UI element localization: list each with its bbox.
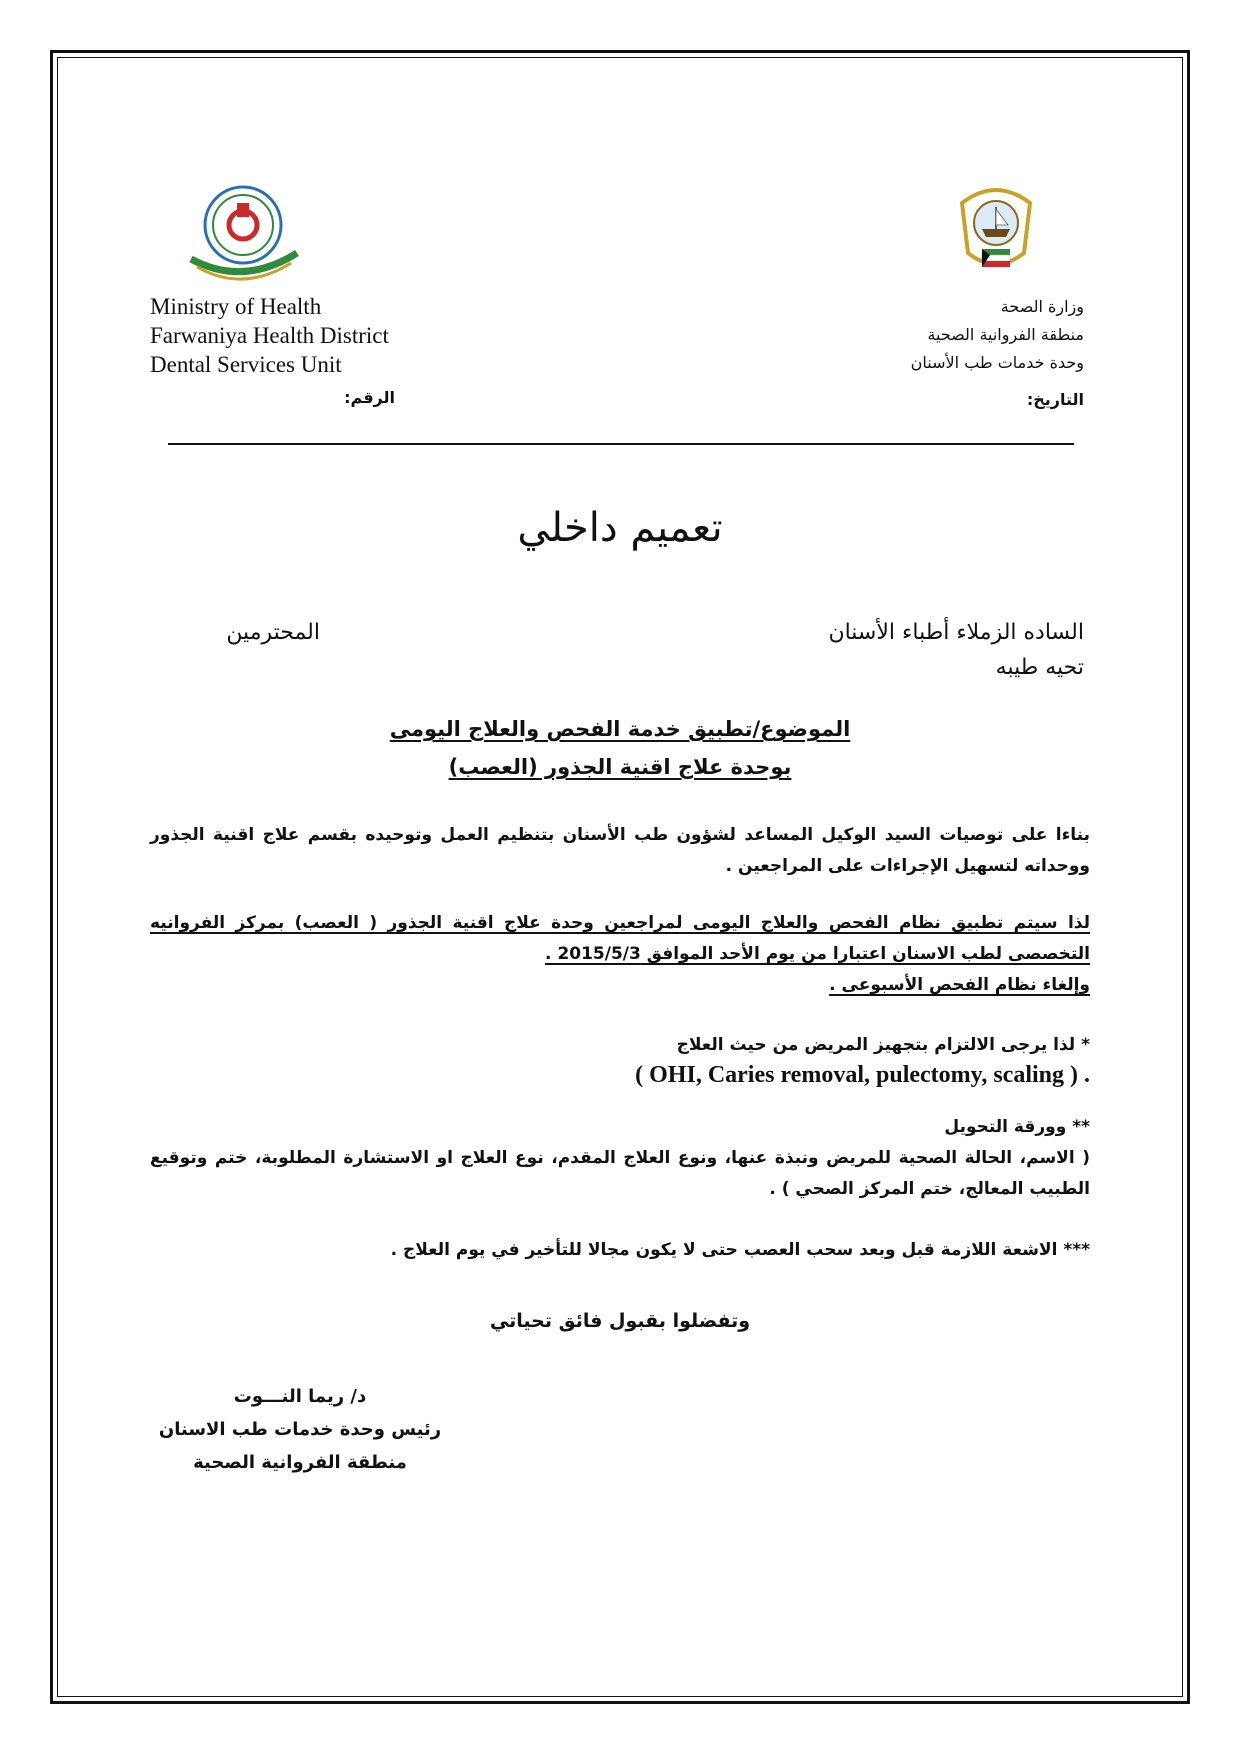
bullet-1-english-wrapper (150, 1060, 1090, 1093)
bullet-1: * لذا يرجى الالتزام بتجهيز المريض من حيث العلاج (676, 1035, 1090, 1055)
body-paragraph-2 (150, 908, 1090, 1001)
salutation: تحيه طيبه (995, 655, 1084, 680)
signature-district: منطقة الفروانية الصحية (193, 1452, 407, 1473)
header-en-district: Farwaniya Health District (150, 323, 389, 348)
bullet-3: *** الاشعة اللازمة قبل وبعد سحب العصب حتى لا يكون مجالا للتأخير في يوم العلاج . (390, 1240, 1090, 1260)
bullet-2-text: ( الاسم، الحالة الصحية للمريض ونبذة عنها، ونوع العلاج المقدم، نوع العلاج او الاستشارة المطلوبة، ختم وتوقيع الطبيب المعالج، ختم المركز الصحي ) . (150, 1148, 1090, 1199)
farwaniya-health-district-logo (183, 183, 301, 283)
bullet-1-english: . ( OHI, Caries removal, pulectomy, scaling ) (635, 1062, 1090, 1088)
honorific: المحترمين (226, 620, 320, 645)
number-label: الرقم: (344, 388, 395, 407)
header-ar-ministry: وزارة الصحة (1000, 297, 1084, 316)
bullet-2-title: ** وورقة التحويل (944, 1117, 1090, 1137)
header-divider (168, 443, 1074, 445)
header-en-unit: Dental Services Unit (150, 352, 342, 377)
addressee: الساده الزملاء أطباء الأسنان (828, 620, 1084, 645)
signature-position: رئيس وحدة خدمات طب الاسنان (158, 1419, 442, 1440)
header-ar-district: منطقة الفروانية الصحية (927, 325, 1084, 344)
header-en-ministry: Ministry of Health (150, 294, 322, 319)
kuwait-state-emblem (952, 183, 1040, 287)
subject-line-2: بوحدة علاج اقنية الجذور (العصب) (448, 755, 792, 779)
body-paragraph-1: بناءا على توصيات السيد الوكيل المساعد لشؤون طب الأسنان بتنظيم العمل وتوحيده بقسم علاج اقنية الجذور ووحداته لتسهيل الإجراءات على المراجعين . (150, 825, 1090, 876)
subject (150, 710, 1090, 786)
body-paragraph-2-cancel: وإلغاء نظام الفحص الأسبوعى . (829, 975, 1090, 995)
signature-block (120, 1380, 480, 1479)
signature-name: د/ ريما النـــوت (233, 1386, 367, 1407)
date-label: التاريخ: (1026, 390, 1084, 409)
subject-line-1: الموضوع/تطبيق خدمة الفحص والعلاج اليومى (389, 717, 851, 741)
body-paragraph-2-text: لذا سيتم تطبيق نظام الفحص والعلاج اليومى لمراجعين وحدة علاج اقنية الجذور ( العصب) بمركز الفروانيه التخصصى لطب الاسنان اعتبارا من يوم الأحد الموافق 2015/5/3 . (150, 913, 1090, 964)
header-ar-unit: وحدة خدمات طب الأسنان (910, 353, 1084, 372)
document-title: تعميم داخلي (517, 505, 723, 551)
closing: وتفضلوا بقبول فائق تحياتي (489, 1310, 751, 1332)
